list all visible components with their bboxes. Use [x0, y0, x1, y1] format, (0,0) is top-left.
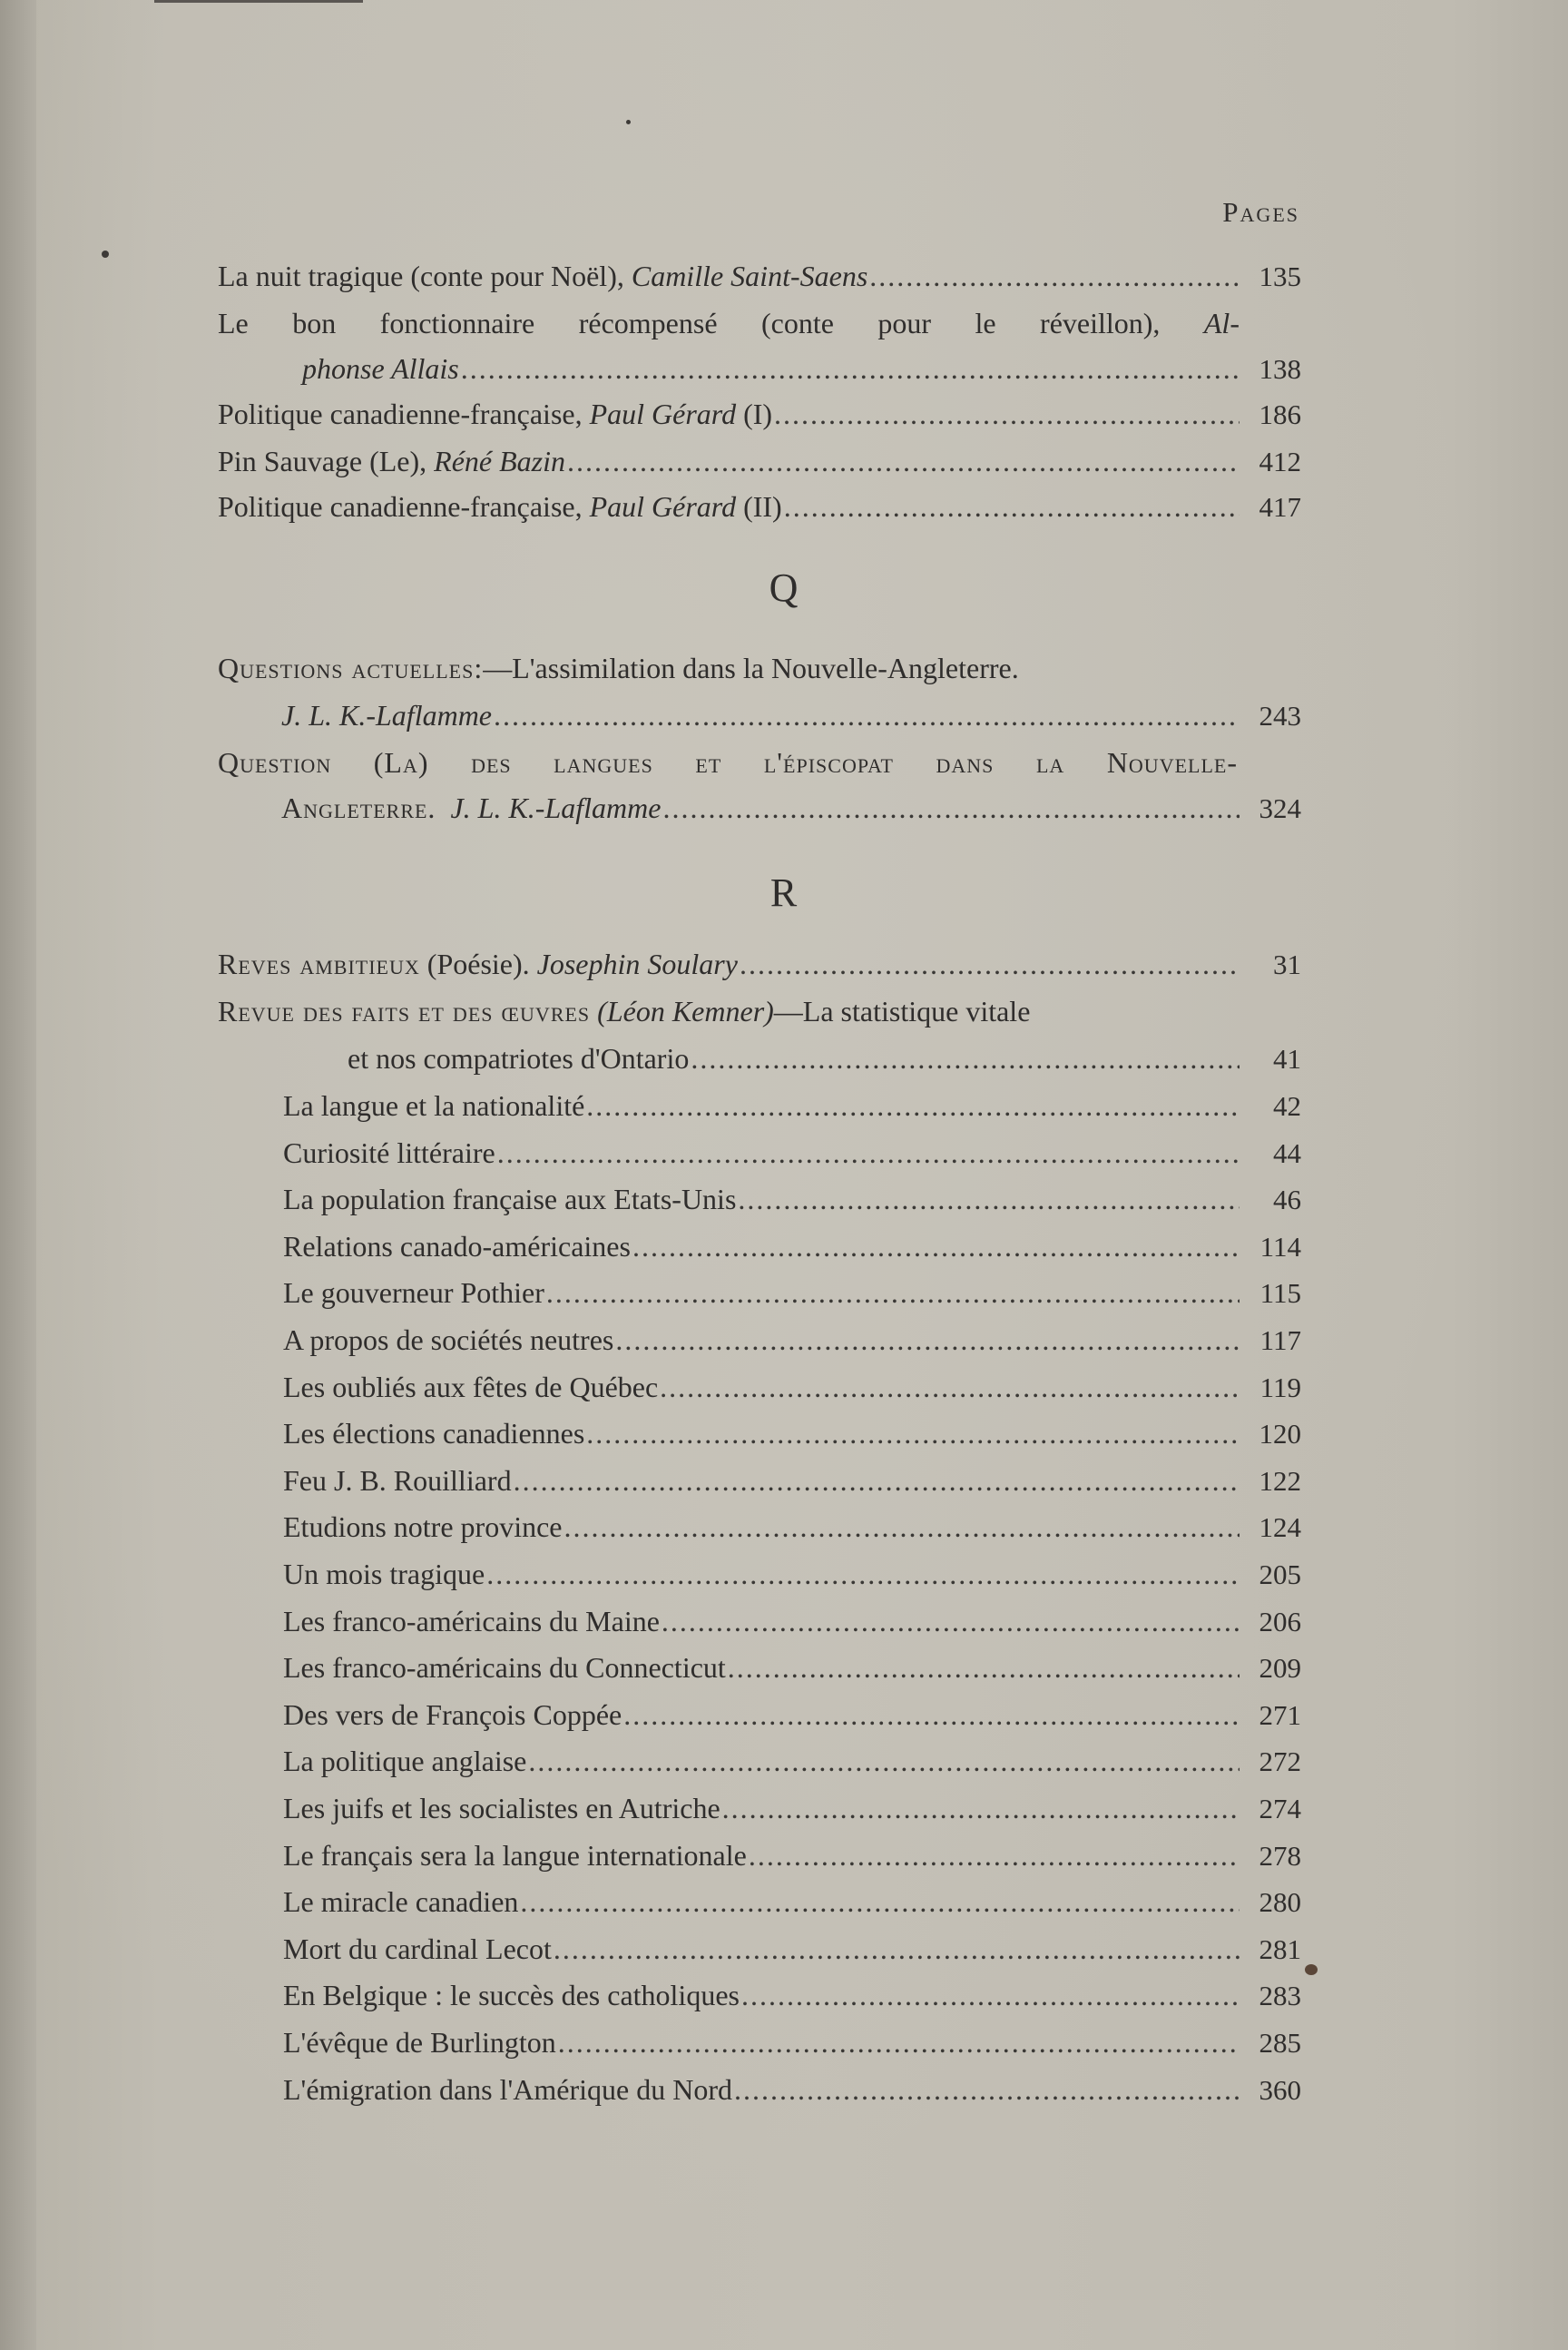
entry-title: Politique canadienne-française, Paul Gérard (I) — [218, 398, 773, 430]
entry-title: Curiosité littéraire — [283, 1136, 495, 1169]
page-number: 186 — [1259, 398, 1301, 430]
index-entry — [302, 352, 1301, 394]
entry-title: —L'assimilation dans la Nouvelle-Angleterre. — [483, 652, 1019, 684]
page-number: 138 — [1259, 353, 1301, 385]
dot-leader — [869, 260, 1240, 293]
index-entry — [283, 1136, 1301, 1178]
index-entry — [283, 1417, 1301, 1459]
word: (La) — [373, 746, 429, 779]
dot-leader — [728, 1651, 1240, 1685]
section-letter-q: Q — [769, 565, 799, 610]
entry-title: Reves ambitieux (Poésie). Josephin Soulary — [218, 948, 738, 980]
index-entry — [218, 948, 1301, 989]
page-number: 46 — [1273, 1184, 1301, 1216]
dot-leader — [749, 1839, 1240, 1873]
index-entry — [283, 1230, 1301, 1272]
entry-title: Les oubliés aux fêtes de Québec — [283, 1370, 659, 1403]
word: (conte — [760, 307, 834, 339]
word: l'épiscopat — [763, 746, 894, 779]
dot-leader — [494, 699, 1240, 733]
entry-title: La population française aux Etats-Unis — [283, 1183, 737, 1216]
page-number: 274 — [1259, 1793, 1301, 1824]
page-number: 285 — [1259, 2027, 1301, 2059]
page-number: 243 — [1259, 700, 1301, 732]
entry-title: Les juifs et les socialistes en Autriche — [283, 1792, 720, 1824]
entry-title: —La statistique vitale — [773, 995, 1031, 1028]
index-entry — [283, 1558, 1301, 1599]
entry-title: Un mois tragique — [283, 1558, 485, 1590]
entry-line — [218, 652, 1301, 685]
word: des — [471, 746, 512, 779]
dot-leader — [662, 792, 1240, 825]
dot-leader — [461, 352, 1240, 386]
dot-leader — [740, 948, 1240, 981]
word: pour — [877, 307, 932, 339]
index-entry — [283, 2073, 1301, 2115]
entry-title: et nos compatriotes d'Ontario — [348, 1042, 690, 1075]
page-number: 324 — [1259, 792, 1301, 824]
entry-title: Le miracle canadien — [283, 1885, 519, 1919]
index-entry — [283, 1979, 1301, 2021]
dot-leader — [738, 1183, 1240, 1216]
entry-author: J. L. K.-Laflamme — [450, 792, 662, 824]
index-entry — [283, 1089, 1301, 1131]
entry-title: La langue et la nationalité — [283, 1089, 585, 1122]
entry-title: Relations canado-américaines — [283, 1229, 631, 1263]
entry-title: Mort du cardinal Lecot — [283, 1932, 552, 1965]
dot-leader — [528, 1745, 1240, 1778]
dot-leader — [567, 445, 1240, 478]
index-entry — [283, 1183, 1301, 1224]
word: Nouvelle- — [1106, 746, 1238, 779]
dot-leader — [623, 1698, 1240, 1732]
word: langues — [554, 746, 653, 779]
index-entry — [281, 792, 1301, 833]
page-number: 114 — [1259, 1230, 1301, 1263]
dot-leader — [546, 1276, 1240, 1310]
word: Question — [218, 746, 332, 779]
page-number: 135 — [1259, 261, 1301, 292]
dot-leader — [564, 1510, 1240, 1544]
page-number: 119 — [1259, 1371, 1301, 1403]
page-number: 117 — [1259, 1324, 1301, 1356]
word: la — [1035, 746, 1065, 779]
index-entry — [218, 260, 1301, 301]
entry-author: Al- — [1203, 307, 1240, 339]
entry-line — [218, 746, 1238, 780]
page-number: 412 — [1259, 446, 1301, 477]
word: bon — [292, 307, 337, 339]
entry-title: L'évêque de Burlington — [283, 2026, 556, 2059]
index-entry — [348, 1042, 1301, 1084]
page-number: 206 — [1259, 1605, 1301, 1637]
entry-line — [218, 307, 1301, 340]
page-number: 281 — [1259, 1932, 1301, 1965]
page-number: 209 — [1259, 1652, 1301, 1685]
word: fonctionnaire — [379, 307, 535, 339]
index-entry — [283, 1885, 1301, 1927]
dot-leader — [632, 1230, 1240, 1263]
word: récompensé — [578, 307, 718, 339]
index-entry — [283, 1464, 1301, 1506]
dot-leader — [741, 1979, 1240, 2012]
index-entry — [283, 1932, 1301, 1974]
entry-author: Josephin Soulary — [536, 948, 738, 980]
index-entry — [281, 699, 1301, 741]
entry-title: Les franco-américains du Connecticut — [283, 1651, 726, 1685]
entry-author: Paul Gérard — [589, 490, 737, 523]
entry-line — [218, 995, 1301, 1028]
index-entry — [218, 398, 1301, 439]
entry-title: A propos de sociétés neutres — [283, 1323, 614, 1356]
index-entry — [218, 445, 1301, 487]
dot-leader — [486, 1558, 1240, 1591]
page-number: 124 — [1259, 1511, 1301, 1544]
dot-leader — [691, 1042, 1240, 1076]
page-number: 280 — [1259, 1886, 1301, 1919]
entry-title: La nuit tragique (conte pour Noël), Camille Saint-Saens — [218, 260, 868, 292]
index-entry — [283, 1651, 1301, 1693]
index-entry — [283, 1371, 1301, 1412]
dot-leader — [514, 1464, 1240, 1498]
page-number: 271 — [1259, 1698, 1301, 1731]
entry-title: Pin Sauvage (Le), Réné Bazin — [218, 445, 565, 477]
dot-leader — [554, 1932, 1240, 1966]
page-number: 417 — [1259, 491, 1301, 523]
page-number: 360 — [1259, 2073, 1301, 2106]
index-entry — [283, 1605, 1301, 1647]
dot-leader — [734, 2073, 1240, 2107]
entry-title: Le gouverneur Pothier — [283, 1276, 544, 1310]
entry-author: phonse Allais — [302, 352, 459, 385]
page-number: 42 — [1273, 1090, 1301, 1122]
dot-leader — [586, 1089, 1240, 1123]
page-number: 41 — [1273, 1043, 1301, 1075]
entry-title: La politique anglaise — [283, 1745, 527, 1778]
pages-header: Pages — [1222, 196, 1299, 228]
entry-title: Le français sera la langue internationale — [283, 1838, 747, 1872]
page-number: 120 — [1259, 1418, 1301, 1450]
entry-title: Etudions notre province — [283, 1510, 563, 1544]
entry-title: Feu J. B. Rouilliard — [283, 1463, 512, 1497]
page-number: 115 — [1259, 1277, 1301, 1310]
dot-leader — [520, 1885, 1240, 1919]
index-entry — [283, 1792, 1301, 1834]
entry-title: Politique canadienne-française, Paul Gérard (II) — [218, 490, 782, 523]
page-number: 278 — [1259, 1839, 1301, 1872]
page-number: 205 — [1259, 1558, 1301, 1590]
page-number: 283 — [1259, 1980, 1301, 2012]
index-entry — [283, 2026, 1301, 2068]
entry-author: Camille Saint-Saens — [631, 260, 868, 292]
entry-heading: Revue des faits et des œuvres — [218, 995, 591, 1028]
dot-leader — [662, 1605, 1240, 1638]
dot-leader — [615, 1323, 1240, 1357]
index-entry — [283, 1745, 1301, 1786]
entry-title: En Belgique : le succès des catholiques — [283, 1979, 740, 2012]
index-entry — [283, 1698, 1301, 1740]
dot-leader — [558, 2026, 1240, 2060]
dot-leader — [722, 1792, 1240, 1825]
index-entry — [283, 1276, 1301, 1318]
entry-title: Des vers de François Coppée — [283, 1697, 622, 1731]
entry-author: Paul Gérard — [589, 398, 737, 430]
entry-title: Angleterre. J. L. K.-Laflamme — [281, 792, 662, 824]
entry-title: L'émigration dans l'Amérique du Nord — [283, 2072, 732, 2106]
entry-title: Les élections canadiennes — [283, 1417, 585, 1450]
entry-author: Réné Bazin — [434, 445, 565, 477]
dot-leader — [784, 490, 1240, 524]
dot-leader — [586, 1417, 1240, 1450]
word: Le — [218, 307, 249, 339]
dot-leader — [660, 1371, 1240, 1404]
entry-author: J. L. K.-Laflamme — [281, 699, 492, 732]
page-number: 122 — [1259, 1464, 1301, 1497]
index-entry — [218, 490, 1301, 532]
entry-title: Les franco-américains du Maine — [283, 1604, 660, 1637]
index-entry — [283, 1839, 1301, 1881]
section-letter-r: R — [769, 870, 799, 915]
page-number: 44 — [1273, 1136, 1301, 1169]
dot-leader — [497, 1136, 1240, 1170]
word: réveillon), — [1040, 307, 1161, 339]
page-number: 31 — [1273, 949, 1301, 980]
entry-author: (Léon Kemner) — [597, 995, 774, 1028]
entry-heading: Questions actuelles: — [218, 652, 484, 684]
page-number: 272 — [1259, 1745, 1301, 1778]
dot-leader — [774, 398, 1240, 431]
word: le — [975, 307, 996, 339]
index-entry — [283, 1323, 1301, 1365]
word: et — [695, 746, 722, 779]
index-entry — [283, 1510, 1301, 1552]
word: dans — [936, 746, 995, 779]
